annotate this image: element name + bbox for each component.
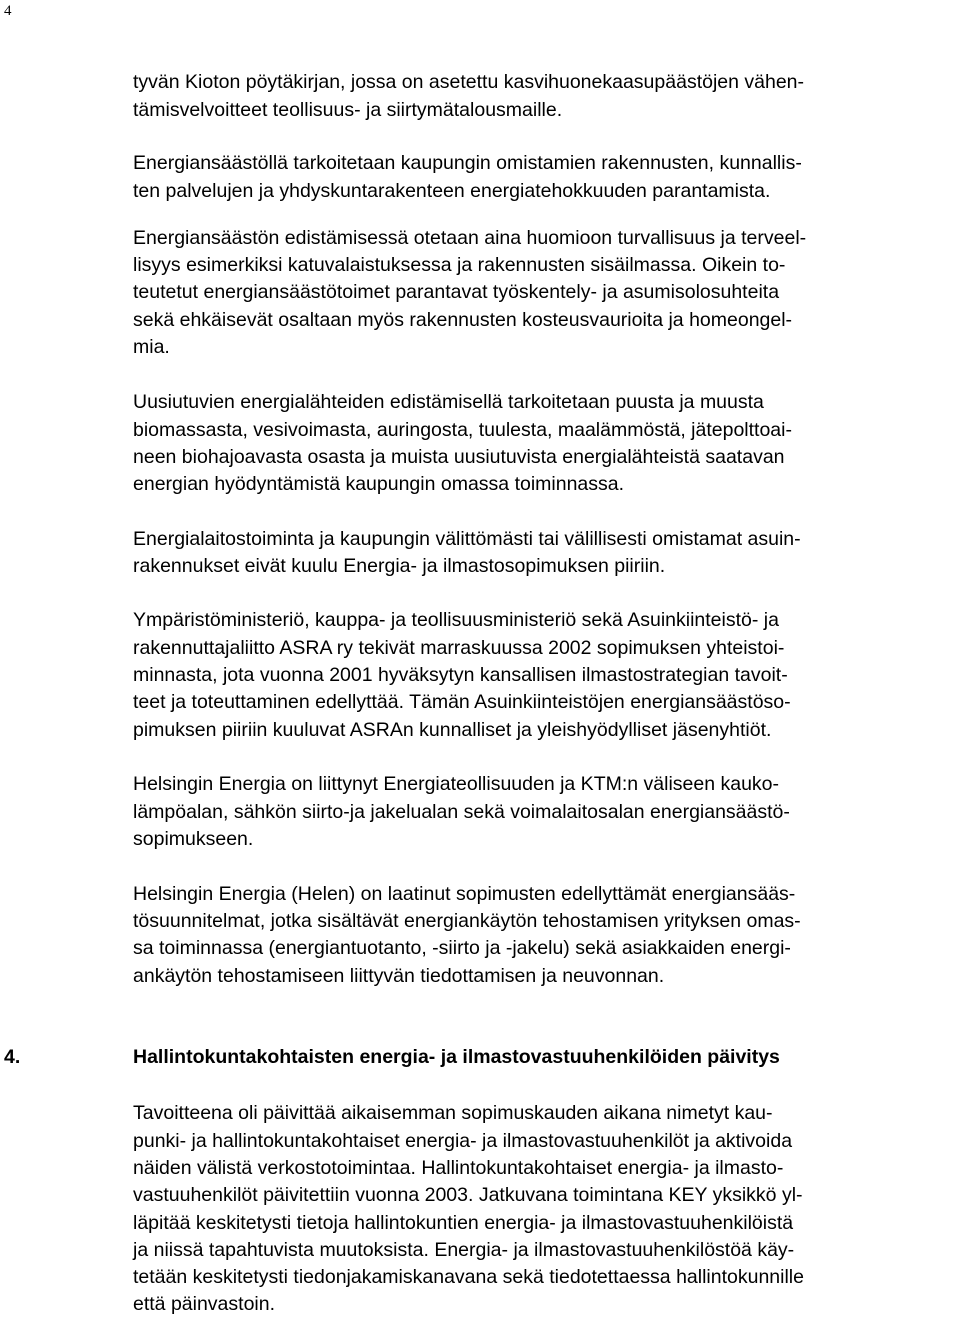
- text-line: mia.: [133, 336, 170, 358]
- text-line: neen biohajoavasta osasta ja muista uusiutuvista energialähteistä saatavan: [133, 446, 785, 468]
- text-line: Tavoitteena oli päivittää aikaisemman sopimuskauden aikana nimetyt kau-: [133, 1102, 773, 1124]
- text-line: lisyys esimerkiksi katuvalaistuksessa ja rakennusten sisäilmassa. Oikein to-: [133, 254, 786, 276]
- section-title: Hallintokuntakohtaisten energia- ja ilmastovastuuhenkilöiden päivitys: [133, 1046, 780, 1068]
- text-line: Energiansäästön edistämisessä otetaan aina huomioon turvallisuus ja terveel-: [133, 227, 807, 249]
- text-line: Helsingin Energia (Helen) on laatinut sopimusten edellyttämät energiansääs-: [133, 883, 796, 905]
- text-line: Uusiutuvien energialähteiden edistämisellä tarkoitetaan puusta ja muusta: [133, 391, 764, 413]
- text-line: ankäytön tehostamiseen liittyvän tiedottamisen ja neuvonnan.: [133, 965, 665, 987]
- text-line: ten palvelujen ja yhdyskuntarakenteen energiatehokkuuden parantamista.: [133, 180, 771, 202]
- text-line: tämisvelvoitteet teollisuus- ja siirtymätalousmaille.: [133, 99, 563, 121]
- text-line: ja niissä tapahtuvista muutoksista. Energia- ja ilmastovastuuhenkilöstöä käy-: [133, 1239, 795, 1261]
- text-line: biomassasta, vesivoimasta, auringosta, tuulesta, maalämmöstä, jätepolttoai-: [133, 419, 792, 441]
- text-line: punki- ja hallintokuntakohtaiset energia- ja ilmastovastuuhenkilöt ja aktivoida: [133, 1130, 793, 1152]
- text-line: sekä ehkäisevät osaltaan myös rakennusten kosteusvaurioita ja homeongel-: [133, 309, 793, 331]
- text-line: rakennukset eivät kuulu Energia- ja ilmastosopimuksen piiriin.: [133, 555, 666, 577]
- text-line: minnasta, jota vuonna 2001 hyväksytyn kansallisen ilmastostrategian tavoit-: [133, 664, 788, 686]
- text-line: Ympäristöministeriö, kauppa- ja teollisuusministeriö sekä Asuinkiinteistö- ja: [133, 609, 779, 631]
- text-line: vastuuhenkilöt päivitettiin vuonna 2003. Jatkuvana toimintana KEY yksikkö yl-: [133, 1184, 803, 1206]
- text-line: tetään keskitetysti tiedonjakamiskanavana sekä tiedotettaessa hallintokunnille: [133, 1266, 804, 1288]
- text-line: tösuunnitelmat, jotka sisältävät energiankäytön tehostamisen yrityksen omas-: [133, 910, 801, 932]
- text-line: läpitää keskitetysti tietoja hallintokuntien energia- ja ilmastovastuuhenkilöistä: [133, 1212, 794, 1234]
- text-line: Helsingin Energia on liittynyt Energiateollisuuden ja KTM:n väliseen kauko-: [133, 773, 780, 795]
- text-line: lämpöalan, sähkön siirto-ja jakelualan sekä voimalaitosalan energiansäästö-: [133, 801, 790, 823]
- text-line: rakennuttajaliitto ASRA ry tekivät marraskuussa 2002 sopimuksen yhteistoi-: [133, 637, 785, 659]
- text-line: teet ja toteuttaminen edellyttää. Tämän Asuinkiinteistöjen energiansäästöso-: [133, 691, 791, 713]
- text-line: energian hyödyntämistä kaupungin omassa toiminnassa.: [133, 473, 625, 495]
- text-line: pimuksen piiriin kuuluvat ASRAn kunnalliset ja yleishyödylliset jäsenyhtiöt.: [133, 719, 772, 741]
- page-number: 4: [4, 3, 12, 19]
- text-line: näiden välistä verkostotoimintaa. Hallintokuntakohtaiset energia- ja ilmasto-: [133, 1157, 784, 1179]
- text-line: että päinvastoin.: [133, 1293, 276, 1315]
- section-number: 4.: [4, 1046, 21, 1068]
- text-line: teutetut energiansäästötoimet parantavat työskentely- ja asumisolosuhteita: [133, 281, 780, 303]
- text-line: sa toiminnassa (energiantuotanto, -siirto ja -jakelu) sekä asiakkaiden energi-: [133, 937, 791, 959]
- text-line: Energiansäästöllä tarkoitetaan kaupungin omistamien rakennusten, kunnallis-: [133, 152, 802, 174]
- text-line: tyvän Kioton pöytäkirjan, jossa on asetettu kasvihuonekaasupäästöjen vähen-: [133, 71, 805, 93]
- text-line: Energialaitostoiminta ja kaupungin välittömästi tai välillisesti omistamat asuin-: [133, 528, 801, 550]
- text-line: sopimukseen.: [133, 828, 254, 850]
